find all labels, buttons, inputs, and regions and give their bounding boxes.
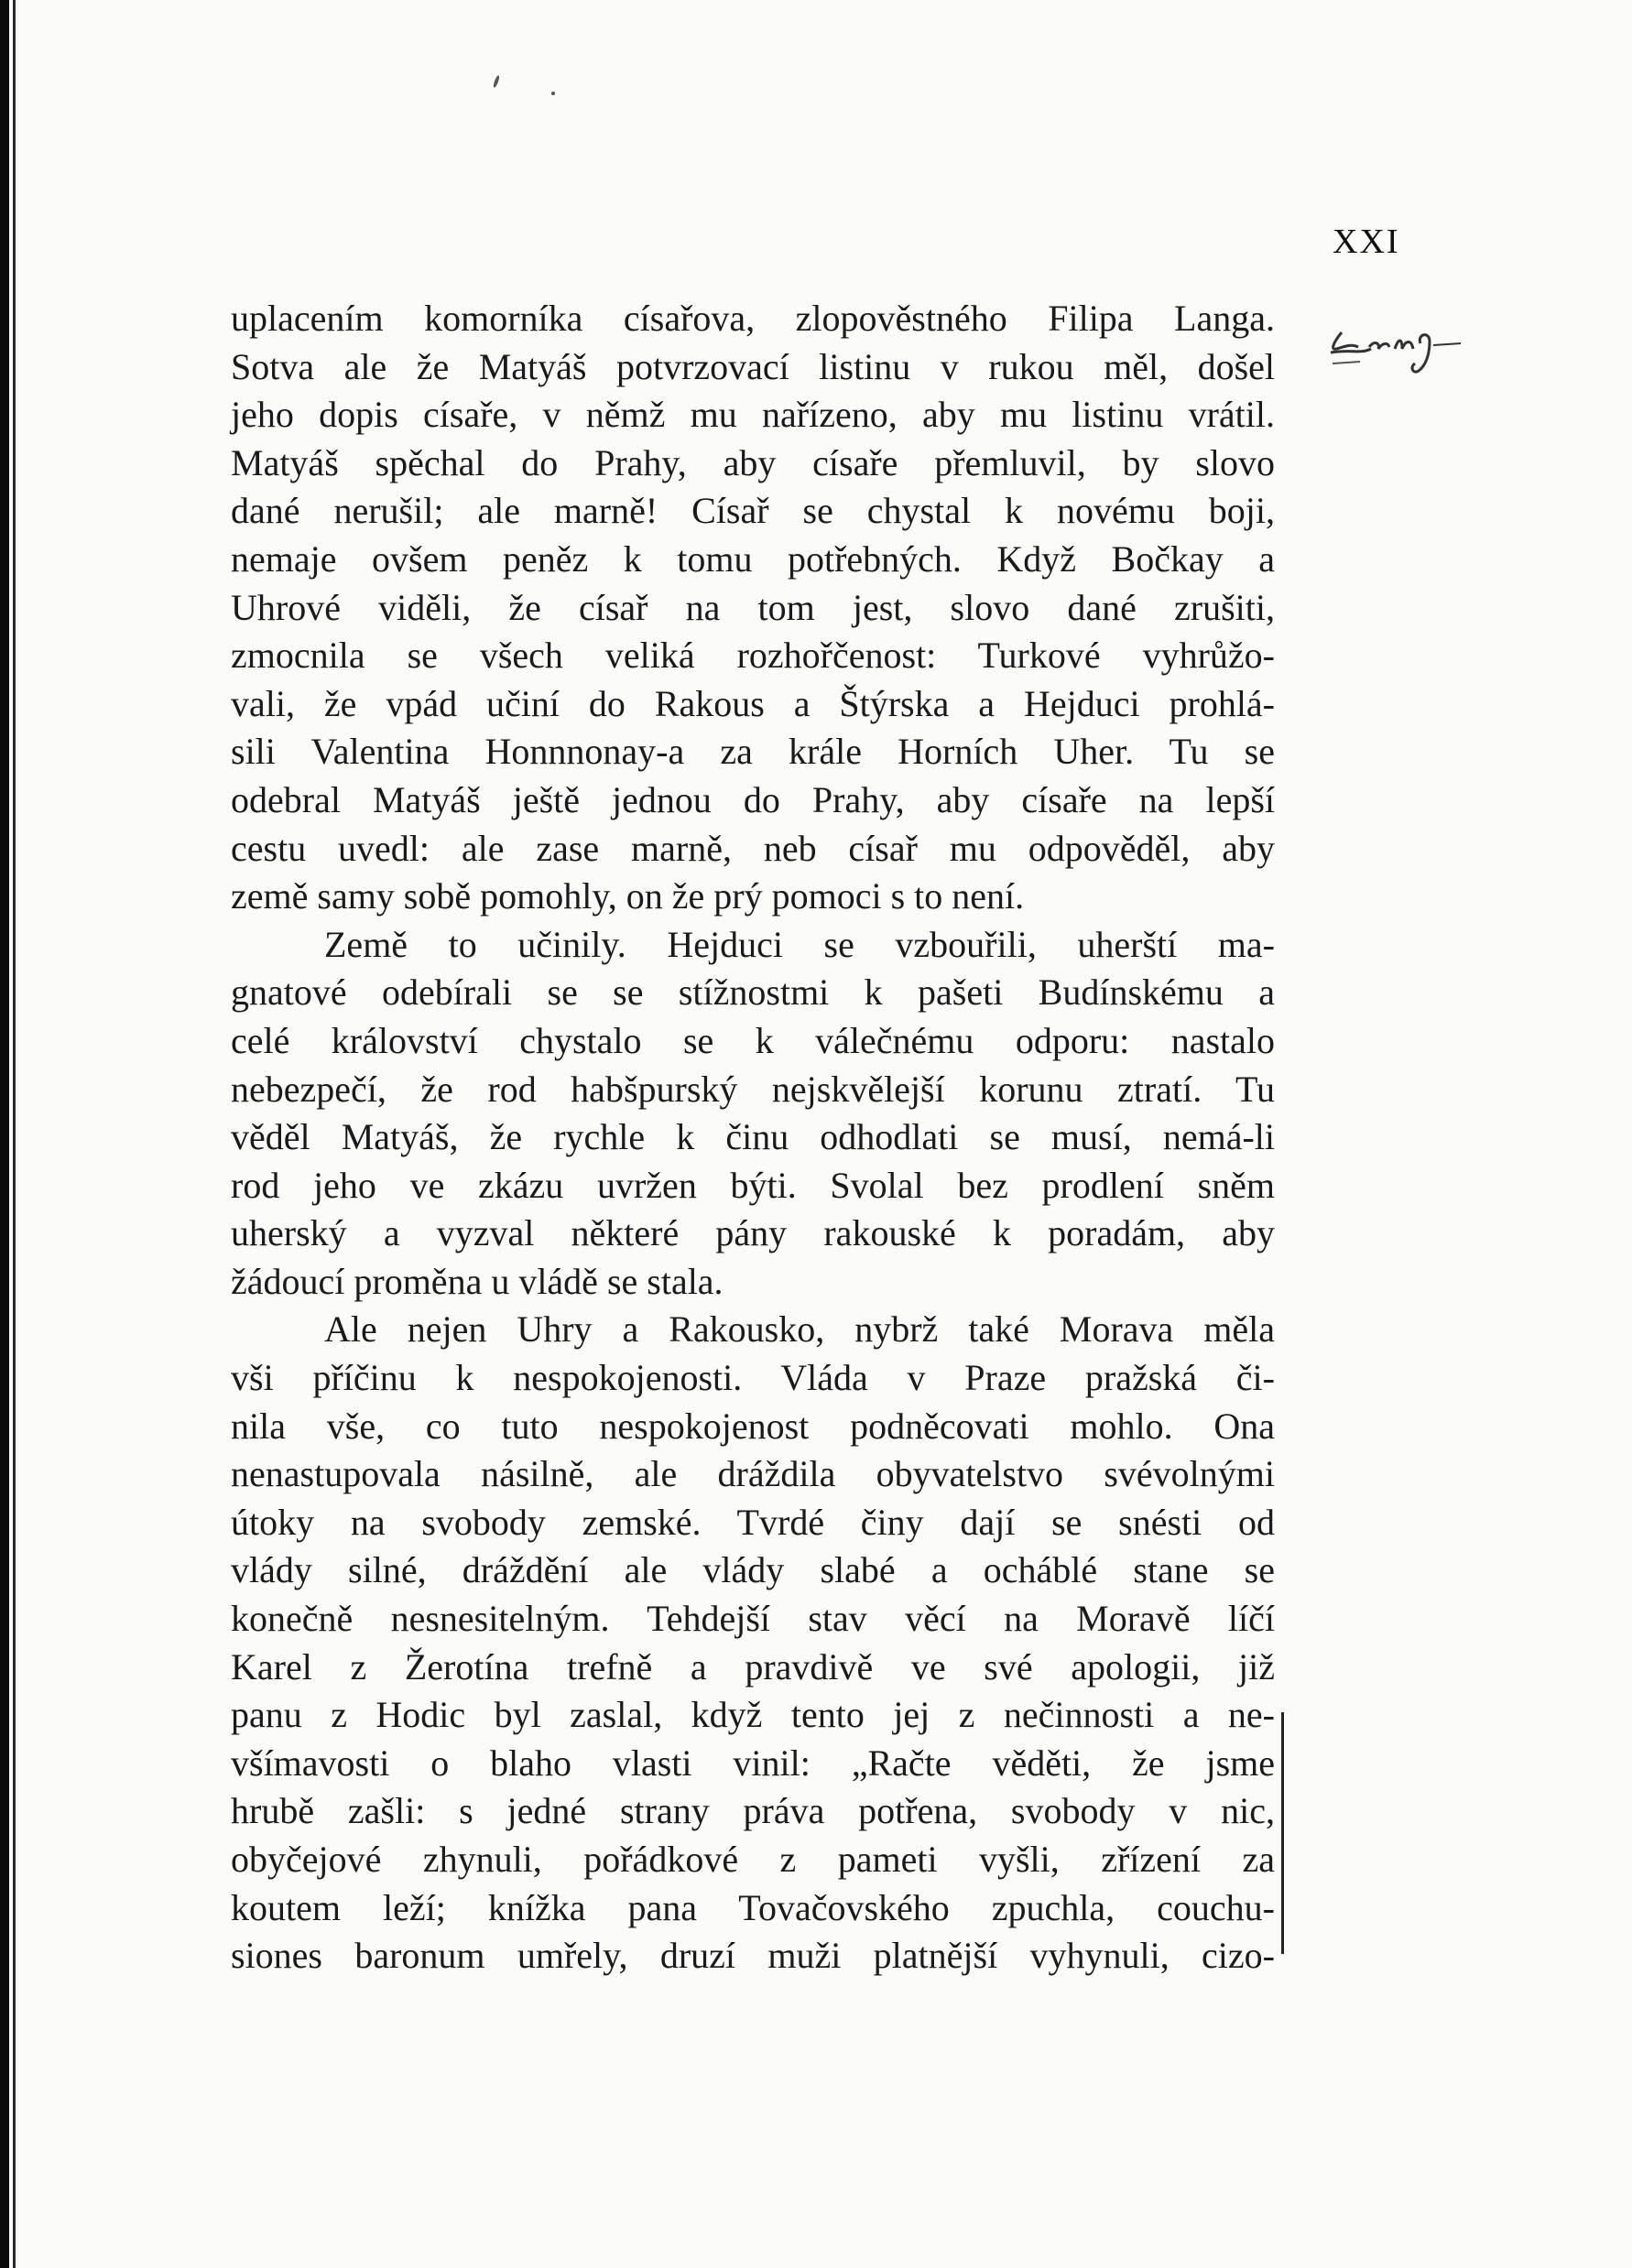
text-line: vali, že vpád učiní do Rakous a Štýrska a Hejduci prohlá- <box>231 682 1275 724</box>
text-line: věděl Matyáš, že rychle k činu odhodlati se musí, nemá-li <box>231 1116 1275 1158</box>
text-line: zmocnila se všech veliká rozhořčenost: Turkové vyhrůžo- <box>231 635 1275 677</box>
paragraph-3 <box>231 1306 1275 1980</box>
paragraph-2 <box>231 921 1275 1307</box>
margin-marker-line <box>1281 1712 1284 1954</box>
text-line: siones baronum umřely, druzí muži platnější vyhynuli, cizo- <box>231 1935 1275 1977</box>
text-line: rod jeho ve zkázu uvržen býti. Svolal bez prodlení sněm <box>231 1164 1275 1206</box>
text-line: vlády silné, dráždění ale vlády slabé a ocháblé stane se <box>231 1549 1275 1591</box>
text-line: uplacením komorníka císařova, zlopověstného Filipa Langa. <box>231 298 1275 339</box>
text-line: hrubě zašli: s jedné strany práva potřena, svobody v nic, <box>231 1790 1275 1832</box>
scan-speck <box>551 92 555 95</box>
text-line: útoky na svobody zemské. Tvrdé činy dají se snésti od <box>231 1501 1275 1543</box>
scan-speck <box>493 75 501 89</box>
text-line: gnatové odebírali se se stížnostmi k pašeti Budínskému a <box>231 971 1275 1014</box>
scan-left-border-line <box>13 0 16 2268</box>
text-line: nemaje ovšem peněz k tomu potřebných. Když Bočkay a <box>231 537 1275 580</box>
handwritten-annotation <box>1323 307 1488 389</box>
text-line: celé království chystalo se k válečnému odporu: nastalo <box>231 1019 1275 1061</box>
body-text <box>231 295 1275 1980</box>
text-line: nenastupovala násilně, ale dráždila obyvatelstvo svévolnými <box>231 1453 1275 1495</box>
text-line: sili Valentina Honnnonay-a za krále Horních Uher. Tu se <box>231 731 1275 773</box>
text-line: panu z Hodic byl zaslal, když tento jej z nečinnosti a ne- <box>231 1694 1275 1736</box>
text-line: dané nerušil; ale marně! Císař se chystal k novému boji, <box>231 490 1275 532</box>
text-line: cestu uvedl: ale zase marně, neb císař mu odpověděl, aby <box>231 827 1275 869</box>
text-line: jeho dopis císaře, v němž mu nařízeno, aby mu listinu vrátil. <box>231 394 1275 436</box>
text-line: Ale nejen Uhry a Rakousko, nybrž také Morava měla <box>324 1308 1275 1351</box>
text-line: koutem leží; knížka pana Tovačovského zpuchla, couchu- <box>231 1886 1275 1928</box>
text-line: obyčejové zhynuli, pořádkové z pameti vyšli, zřízení za <box>231 1839 1275 1880</box>
text-line: konečně nesnesitelným. Tehdejší stav věcí na Moravě líčí <box>231 1598 1275 1640</box>
text-line: země samy sobě pomohly, on že prý pomoci s to není. <box>231 875 1025 917</box>
text-line: Uhrové viděli, že císař na tom jest, slovo dané zrušiti, <box>231 586 1275 628</box>
text-line: Sotva ale že Matyáš potvrzovací listinu v rukou měl, došel <box>231 345 1275 387</box>
text-line: Země to učinily. Hejduci se vzbouřili, uherští ma- <box>324 923 1275 965</box>
paragraph-1 <box>231 295 1275 921</box>
text-line: nila vše, co tuto nespokojenost podněcovati mohlo. Ona <box>231 1405 1275 1447</box>
text-line: odebral Matyáš ještě jednou do Prahy, aby císaře na lepší <box>231 778 1275 820</box>
text-line: nebezpečí, že rod habšpurský nejskvělejší korunu ztratí. Tu <box>231 1068 1275 1110</box>
text-line: uherský a vyzval některé pány rakouské k poradám, aby <box>231 1212 1275 1254</box>
text-line: Matyáš spěchal do Prahy, aby císaře přemluvil, by slovo <box>231 441 1275 483</box>
page-number: XXI <box>1333 222 1400 261</box>
scan-left-border <box>0 0 9 2268</box>
text-line: žádoucí proměna u vládě se stala. <box>231 1260 724 1302</box>
text-line: všímavosti o blaho vlasti vinil: „Račte věděti, že jsme <box>231 1742 1275 1784</box>
text-line: Karel z Žerotína trefně a pravdivě ve své apologii, již <box>231 1645 1275 1687</box>
text-line: vši příčinu k nespokojenosti. Vláda v Praze pražská či- <box>231 1357 1275 1399</box>
